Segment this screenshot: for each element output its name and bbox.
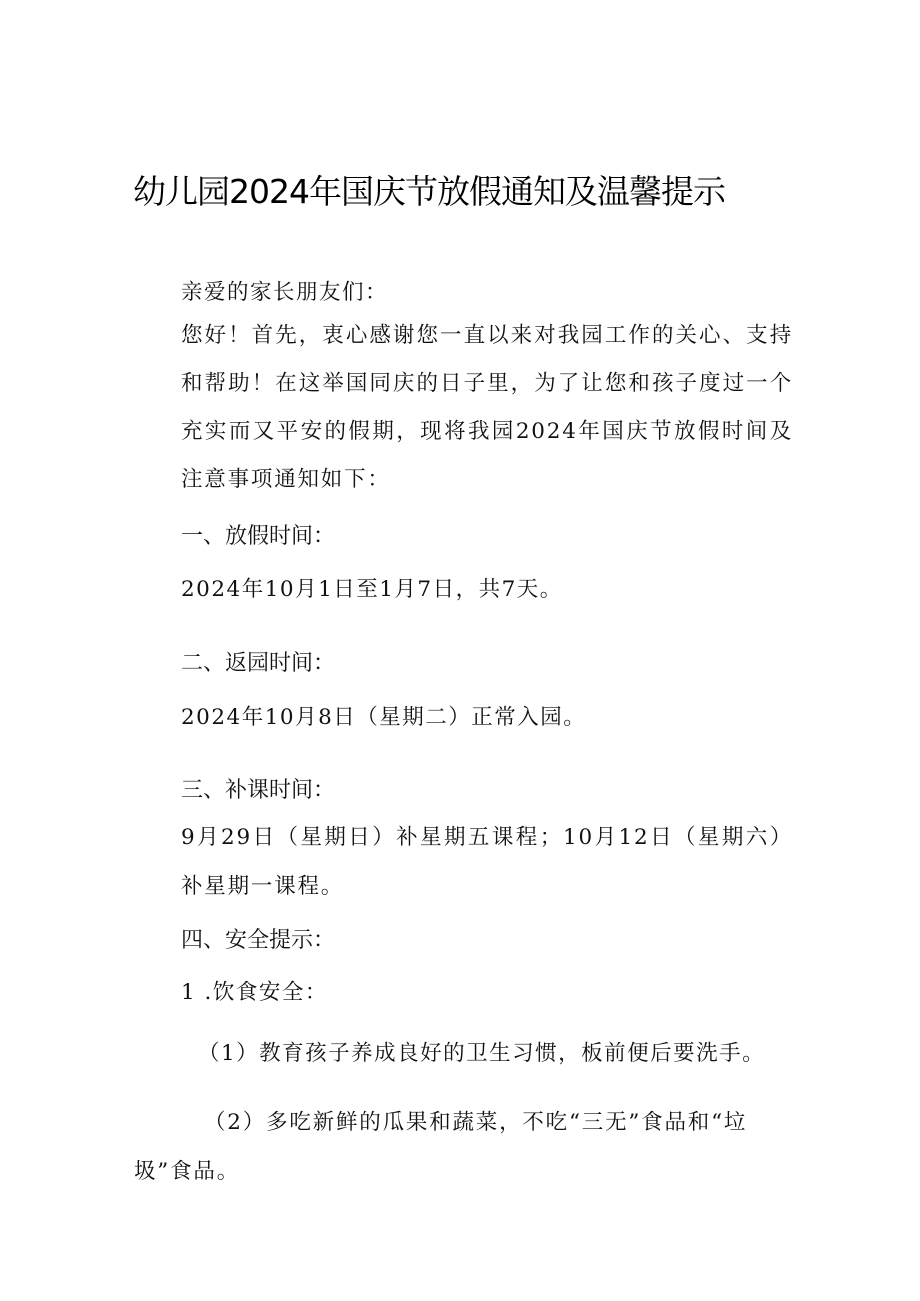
section-heading-holiday-time: 一、放假时间：: [181, 524, 336, 549]
holiday-time-text: 2024年10月1日至1月7日，共7天。: [181, 577, 563, 602]
salutation: 亲爱的家长朋友们：: [181, 280, 389, 305]
makeup-time-content: 9月29日（星期日）补星期五课程；10月12日（星期六）补星期一课程。: [181, 825, 793, 899]
return-time-text: 2024年10月8日（星期二）正常入园。: [181, 705, 587, 730]
food-safety-subheading: 1 .饮食安全：: [181, 980, 328, 1005]
document-title: 幼儿园2024年国庆节放假通知及温馨提示: [133, 172, 725, 211]
makeup-time-text: [181, 813, 793, 911]
intro-paragraph: 您好！首先，衷心感谢您一直以来对我园工作的关心、支持和帮助！在这举国同庆的日子里，为了让您和孩子度过一个充实而又平安的假期，现将我园2024年国庆节放假时间及注意事项通知如下：: [181, 323, 793, 492]
safety-item-1: （1）教育孩子养成良好的卫生习惯，板前便后要洗手。: [198, 1041, 766, 1066]
section-heading-safety-tips: 四、安全提示：: [181, 928, 336, 953]
safety-item-2: （2）多吃新鲜的瓜果和蔬菜，不吃“三无”食品和“垃圾”食品。: [134, 1110, 748, 1184]
section-heading-return-time: 二、返园时间：: [181, 651, 336, 676]
section-heading-makeup-time: 三、补课时间：: [181, 778, 336, 803]
